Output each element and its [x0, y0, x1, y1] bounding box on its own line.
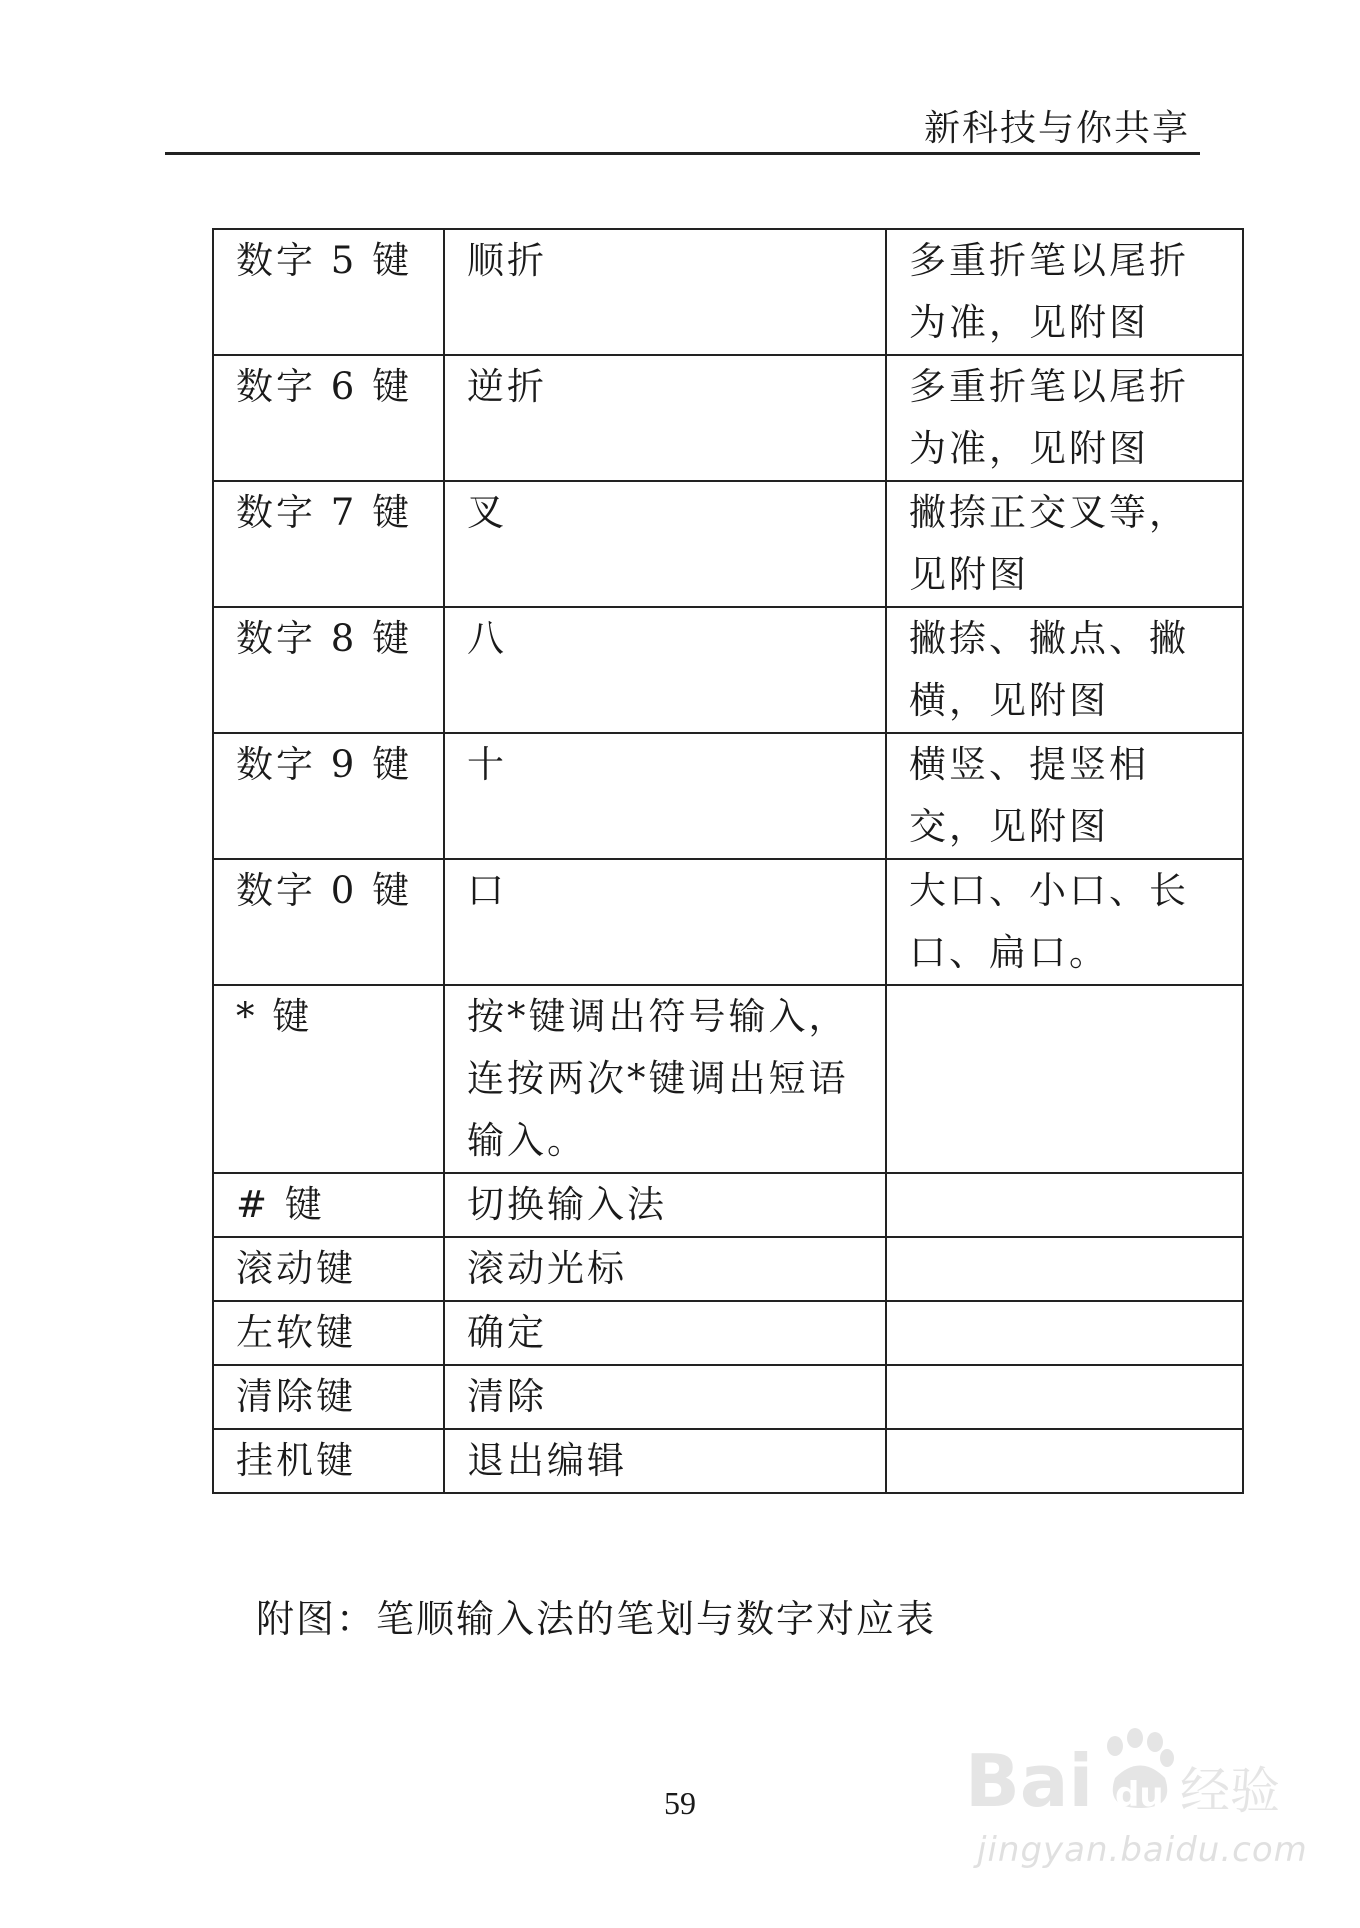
stroke-cell: 切换输入法 — [444, 1173, 886, 1237]
table-row — [213, 733, 1243, 859]
note-cell: 大口、小口、长口、扁口。 — [886, 859, 1243, 985]
stroke-cell: 按*键调出符号输入，连按两次*键调出短语输入。 — [444, 985, 886, 1173]
stroke-cell: 八 — [444, 607, 886, 733]
table-row — [213, 229, 1243, 355]
key-cell: 数字 8 键 — [213, 607, 444, 733]
table-row — [213, 859, 1243, 985]
key-cell: 数字 9 键 — [213, 733, 444, 859]
stroke-cell: 口 — [444, 859, 886, 985]
baidu-watermark — [965, 1718, 1308, 1878]
table-row — [213, 481, 1243, 607]
stroke-cell: 逆折 — [444, 355, 886, 481]
note-cell — [886, 1365, 1243, 1429]
stroke-cell: 十 — [444, 733, 886, 859]
key-cell: 左软键 — [213, 1301, 444, 1365]
table-row — [213, 1429, 1243, 1493]
stroke-cell: 退出编辑 — [444, 1429, 886, 1493]
key-cell: # 键 — [213, 1173, 444, 1237]
stroke-cell: 滚动光标 — [444, 1237, 886, 1301]
table-row — [213, 985, 1243, 1173]
figure-caption: 附图：笔顺输入法的笔划与数字对应表 — [256, 1597, 937, 1641]
watermark-url: jingyan.baidu.com — [977, 1830, 1308, 1870]
note-cell — [886, 1429, 1243, 1493]
key-cell: 数字 6 键 — [213, 355, 444, 481]
svg-text:du: du — [1115, 1775, 1164, 1815]
table-row — [213, 355, 1243, 481]
stroke-cell: 顺折 — [444, 229, 886, 355]
page-number: 59 — [664, 1785, 696, 1821]
key-cell: 数字 5 键 — [213, 229, 444, 355]
stroke-cell: 清除 — [444, 1365, 886, 1429]
key-cell: 数字 0 键 — [213, 859, 444, 985]
key-cell: 挂机键 — [213, 1429, 444, 1493]
note-cell: 撇捺、撇点、撇横，见附图 — [886, 607, 1243, 733]
note-cell — [886, 1237, 1243, 1301]
table-row — [213, 1301, 1243, 1365]
note-cell — [886, 1301, 1243, 1365]
note-cell — [886, 1173, 1243, 1237]
note-cell: 撇捺正交叉等，见附图 — [886, 481, 1243, 607]
note-cell — [886, 985, 1243, 1173]
table-row — [213, 607, 1243, 733]
table-row — [213, 1237, 1243, 1301]
key-cell: 数字 7 键 — [213, 481, 444, 607]
note-cell: 横竖、提竖相交，见附图 — [886, 733, 1243, 859]
key-mapping-table — [212, 228, 1244, 1494]
header-rule — [165, 152, 1200, 155]
stroke-cell: 确定 — [444, 1301, 886, 1365]
key-cell: * 键 — [213, 985, 444, 1173]
header-title: 新科技与你共享 — [923, 108, 1190, 149]
key-cell: 滚动键 — [213, 1237, 444, 1301]
note-cell: 多重折笔以尾折为准，见附图 — [886, 229, 1243, 355]
table-row — [213, 1173, 1243, 1237]
svg-text:Bai: Bai — [965, 1739, 1094, 1823]
key-cell: 清除键 — [213, 1365, 444, 1429]
note-cell: 多重折笔以尾折为准，见附图 — [886, 355, 1243, 481]
svg-text:经验: 经验 — [1180, 1762, 1280, 1820]
table-row — [213, 1365, 1243, 1429]
baidu-jingyan-logo — [965, 1728, 1285, 1828]
stroke-cell: 叉 — [444, 481, 886, 607]
